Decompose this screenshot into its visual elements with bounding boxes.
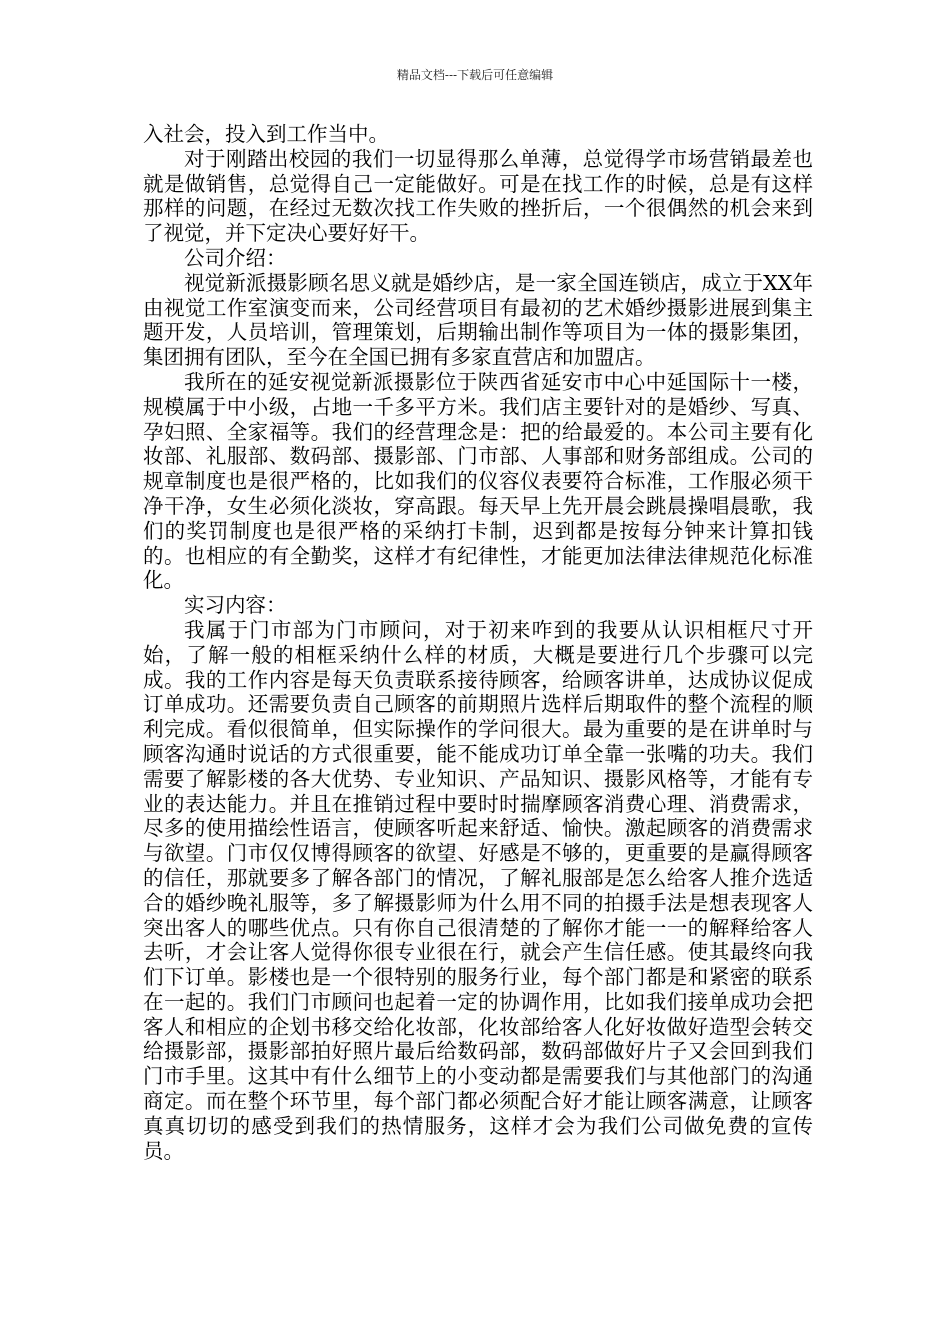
paragraph-intro: 对于刚踏出校园的我们一切显得那么单薄，总觉得学市场营销最差也就是做销售，总觉得自己一定能做好。可是在找工作的时候，总是有这样那样的问题，在经过无数次找工作失败的挫折后，一个很偶然的机会来到了视觉，并下定决心要好好干。: [143, 146, 813, 246]
document-body: [143, 122, 813, 1163]
section-heading-internship: 实习内容：: [184, 593, 287, 618]
section-heading-company: 公司介绍：: [184, 245, 287, 270]
paragraph-internship-content: 我属于门市部为门市顾问，对于初来咋到的我要从认识相框尺寸开始，了解一般的相框采纳什么样的材质，大概是要进行几个步骤可以完成。我的工作内容是每天负责联系接待顾客，给顾客讲单，达成协议促成订单成功。还需要负责自己顾客的前期照片选样后期取件的整个流程的顺利完成。看似很简单，但实际操作的学问很大。最为重要的是在讲单时与顾客沟通时说话的方式很重要，能不能成功订单全靠一张嘴的功夫。我们需要了解影楼的各大优势、专业知识、产品知识、摄影风格等，才能有专业的表达能力。并且在推销过程中要时时揣摩顾客消费心理、消费需求，尽多的使用描绘性语言，使顾客听起来舒适、愉快。激起顾客的消费需求与欲望。门市仅仅博得顾客的欲望、好感是不够的，更重要的是赢得顾客的信任，那就要多了解各部门的情况，了解礼服部是怎么给客人推介选适合的婚纱晚礼服等，多了解摄影师为什么用不同的拍摄手法是想表现客人突出客人的哪些优点。只有你自己很清楚的了解你才能一一的解释给客人去听，才会让客人觉得你很专业很在行，就会产生信任感。使其最终向我们下订单。影楼也是一个很特别的服务行业，每个部门都是和紧密的联系在一起的。我们门市顾问也起着一定的协调作用，比如我们接单成功会把客人和相应的企划书移交给化妆部，化妆部给客人化好妆做好造型会转交给摄影部，摄影部拍好照片最后给数码部，数码部做好片子又会回到我们门市手里。这其中有什么细节上的小变动都是需要我们与其他部门的沟通商定。而在整个环节里，每个部门都必须配合好才能让顾客满意，让顾客真真切切的感受到我们的热情服务，这样才会为我们公司做免费的宣传员。: [143, 617, 813, 1163]
paragraph-continuation: 入社会，投入到工作当中。: [143, 122, 389, 146]
page-header: 精品文档---下载后可任意编辑: [396, 68, 554, 82]
paragraph-store-details: 我所在的延安视觉新派摄影位于陕西省延安市中心中延国际十一楼，规模属于中小级，占地一千多平方米。我们店主要针对的是婚纱、写真、孕妇照、全家福等。我们的经营理念是：把的给最爱的。本公司主要有化妆部、礼服部、数码部、摄影部、门市部、人事部和财务部组成。公司的规章制度也是很严格的，比如我们的仪容仪表要符合标准，工作服必须干净干净，女生必须化淡妆，穿高跟。每天早上先开晨会跳晨操唱晨歌，我们的奖罚制度也是很严格的采纳打卡制，迟到都是按每分钟来计算扣钱的。也相应的有全勤奖，这样才有纪律性，才能更加法律法律规范化标准化。: [143, 369, 813, 593]
paragraph-company-overview: 视觉新派摄影顾名思义就是婚纱店，是一家全国连锁店，成立于XX年由视觉工作室演变而来，公司经营项目有最初的艺术婚纱摄影进展到集主题开发，人员培训，管理策划，后期输出制作等项目为一体的摄影集团，集团拥有团队，至今在全国已拥有多家直营店和加盟店。: [143, 270, 813, 370]
